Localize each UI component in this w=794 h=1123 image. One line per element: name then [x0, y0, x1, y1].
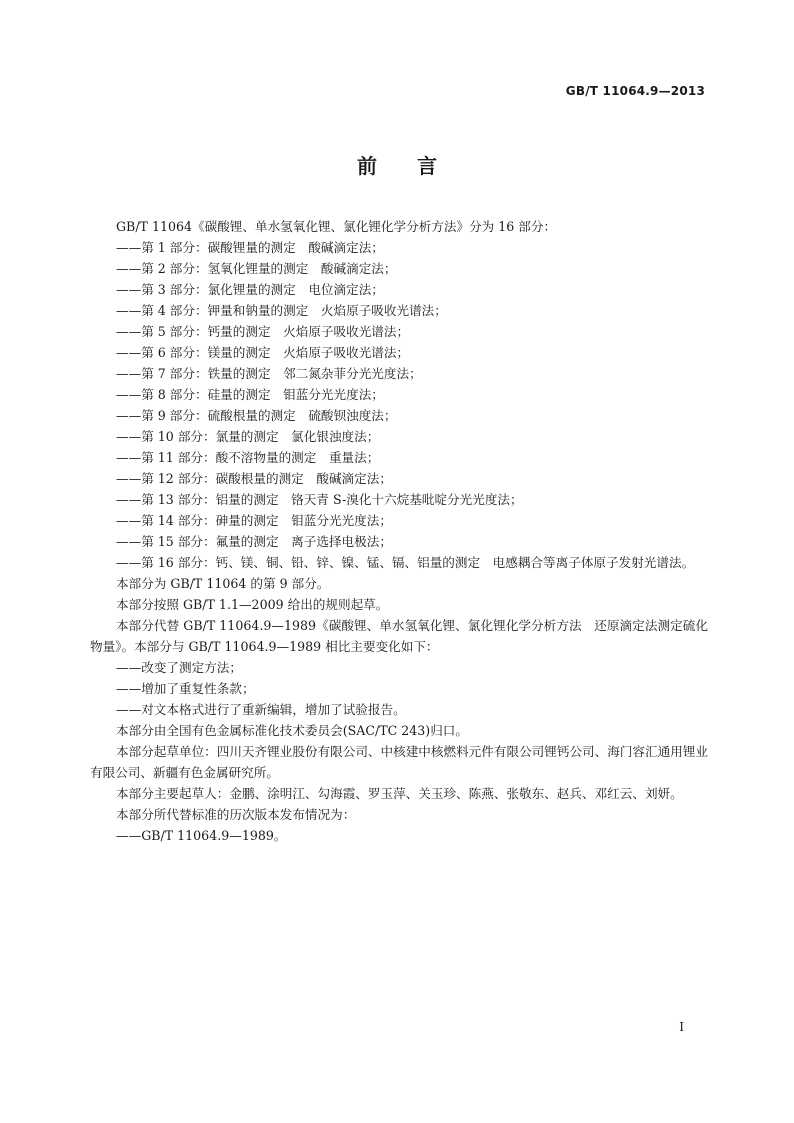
part-item-8: ——第 8 部分：硅量的测定 钼蓝分光光度法；: [116, 387, 384, 402]
part-item-2: ——第 2 部分：氢氧化锂量的测定 酸碱滴定法；: [116, 261, 397, 276]
part-item-16: ——第 16 部分：钙、镁、铜、铅、锌、镍、锰、镉、铝量的测定 电感耦合等离子体原子发射光谱法。: [116, 555, 695, 570]
part-item-14: ——第 14 部分：砷量的测定 钼蓝分光光度法；: [116, 513, 392, 528]
drafting-units: 本部分起草单位：四川天齐锂业股份有限公司、中核建中核燃料元件有限公司锂钙公司、海门容汇通用锂业有限公司、新疆有色金属研究所。: [90, 744, 708, 780]
part-item-4: ——第 4 部分：钾量和钠量的测定 火焰原子吸收光谱法；: [116, 303, 447, 318]
change-item-3: ——对文本格式进行了重新编辑，增加了试验报告。: [116, 702, 406, 717]
standard-code: GB/T 11064.9—2013: [565, 84, 705, 98]
main-drafters: 本部分主要起草人：金鹏、涂明江、勾海霞、罗玉萍、关玉珍、陈燕、张敬东、赵兵、邓红云、刘妍。: [116, 786, 683, 801]
part-item-12: ——第 12 部分：碳酸根量的测定 酸碱滴定法；: [116, 471, 392, 486]
page-number: I: [679, 1020, 684, 1034]
part-item-3: ——第 3 部分：氯化锂量的测定 电位滴定法；: [116, 282, 384, 297]
part-statement: 本部分为 GB/T 11064 的第 9 部分。: [116, 576, 330, 591]
part-item-11: ——第 11 部分：酸不溶物量的测定 重量法；: [116, 450, 380, 465]
responsible-committee: 本部分由全国有色金属标准化技术委员会(SAC/TC 243)归口。: [116, 723, 468, 738]
foreword-body: [90, 216, 708, 846]
drafting-rules: 本部分按照 GB/T 1.1—2009 给出的规则起草。: [116, 597, 389, 612]
part-item-15: ——第 15 部分：氟量的测定 离子选择电极法；: [116, 534, 392, 549]
part-item-10: ——第 10 部分：氯量的测定 氯化银浊度法；: [116, 429, 380, 444]
part-item-13: ——第 13 部分：铝量的测定 铬天青 S-溴化十六烷基吡啶分光光度法；: [116, 492, 523, 507]
page-title: 前言: [357, 154, 477, 178]
change-item-1: ——改变了测定方法；: [116, 660, 242, 675]
history-item: ——GB/T 11064.9—1989。: [116, 828, 287, 843]
part-item-7: ——第 7 部分：铁量的测定 邻二氮杂菲分光光度法；: [116, 366, 422, 381]
part-item-5: ——第 5 部分：钙量的测定 火焰原子吸收光谱法；: [116, 324, 410, 339]
replacement-statement: 本部分代替 GB/T 11064.9—1989《碳酸锂、单水氢氧化锂、氯化锂化学分析方法 还原滴定法测定硫化物量》。本部分与 GB/T 11064.9—1989 相比主要变化如下：: [90, 618, 708, 654]
intro-paragraph: GB/T 11064《碳酸锂、单水氢氧化锂、氯化锂化学分析方法》分为 16 部分：: [116, 219, 557, 234]
part-item-9: ——第 9 部分：硫酸根量的测定 硫酸钡浊度法；: [116, 408, 397, 423]
history-heading: 本部分所代替标准的历次版本发布情况为：: [116, 807, 356, 822]
part-item-6: ——第 6 部分：镁量的测定 火焰原子吸收光谱法；: [116, 345, 410, 360]
change-item-2: ——增加了重复性条款；: [116, 681, 255, 696]
part-item-1: ——第 1 部分：碳酸锂量的测定 酸碱滴定法；: [116, 240, 384, 255]
